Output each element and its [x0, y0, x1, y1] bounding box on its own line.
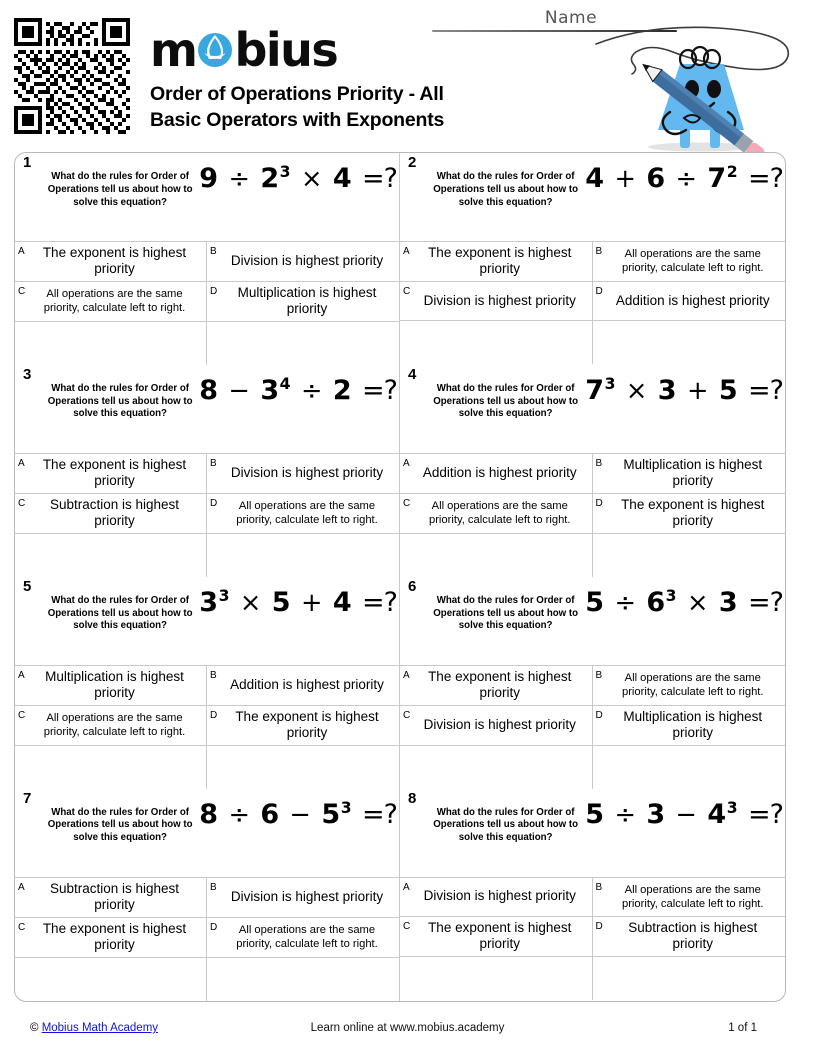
work-space-left[interactable] [400, 534, 593, 577]
answer-option-b[interactable] [593, 878, 786, 916]
answer-text: All operations are the same priority, calculate left to right. [621, 672, 764, 699]
answer-option-a[interactable] [15, 454, 207, 493]
answer-letter: D [210, 709, 218, 721]
logo-text-m: m [150, 23, 197, 77]
answer-letter: B [595, 246, 603, 257]
question-number: 6 [408, 577, 417, 595]
question-card [15, 577, 400, 789]
answer-letter: C [18, 497, 26, 509]
answer-option-b[interactable] [593, 242, 786, 281]
answer-options [15, 877, 399, 1001]
answer-work-row [15, 534, 399, 577]
logo-swoosh-icon [196, 31, 234, 69]
work-space-right[interactable] [207, 958, 399, 1001]
answer-options [400, 241, 785, 364]
answer-text: The exponent is highest priority [428, 245, 572, 277]
question-header [15, 153, 399, 241]
answer-text: Division is highest priority [423, 888, 576, 904]
work-space-left[interactable] [400, 746, 593, 789]
answer-text: Multiplication is highest priority [45, 668, 184, 701]
answer-text: The exponent is highest priority [428, 919, 572, 952]
answer-option-c[interactable] [15, 918, 207, 957]
answer-letter: D [210, 921, 218, 933]
question-equation: $8 - 3^4 \div 2$ =? [199, 373, 397, 406]
questions-table [14, 152, 786, 1002]
answer-option-c[interactable] [15, 706, 207, 745]
question-header [400, 153, 785, 241]
answer-option-b[interactable] [207, 242, 399, 281]
page-header [0, 0, 815, 150]
work-space-left[interactable] [400, 321, 593, 364]
answer-letter: D [595, 709, 603, 721]
answer-option-c[interactable] [400, 917, 593, 956]
answer-text: All operations are the same priority, calculate left to right. [43, 288, 186, 315]
answer-letter: B [210, 881, 217, 893]
answer-row [15, 282, 399, 322]
answer-text: All operations are the same priority, calculate left to right. [428, 500, 571, 527]
question-number: 4 [408, 365, 417, 383]
question-equation: $4 + 6 \div 7^2$ =? [585, 162, 783, 194]
answer-letter: B [595, 669, 603, 681]
work-space-right[interactable] [207, 322, 399, 365]
answer-text: The exponent is highest priority [42, 920, 187, 953]
work-space-left[interactable] [15, 534, 207, 577]
work-space-left[interactable] [15, 958, 207, 1001]
answer-option-b[interactable] [593, 454, 786, 493]
answer-letter: C [403, 709, 411, 721]
question-prompt: What do the rules for Order of Operations tell us about how to solve this equation? [47, 806, 193, 844]
answer-option-d[interactable] [593, 706, 786, 745]
question-number: 7 [23, 789, 32, 807]
answer-row [400, 878, 785, 917]
answer-letter: B [595, 457, 603, 469]
answer-options [400, 453, 785, 577]
answer-text: Multiplication is highest priority [623, 456, 763, 489]
answer-work-row [15, 322, 399, 365]
answer-text: Division is highest priority [230, 253, 384, 269]
question-equation: $9 \div 2^3 \times 4$ =? [199, 162, 397, 194]
answer-text: The exponent is highest priority [621, 496, 765, 529]
question-card [400, 577, 785, 789]
answer-option-d[interactable] [207, 282, 399, 321]
work-space-right[interactable] [207, 534, 399, 577]
answer-letter: A [403, 457, 410, 469]
answer-option-a[interactable] [15, 878, 207, 917]
answer-row [400, 242, 785, 282]
footer-page-number: 1 of 1 [728, 1022, 757, 1034]
work-space-right[interactable] [593, 534, 786, 577]
answer-letter: B [210, 457, 217, 469]
answer-text: The exponent is highest priority [42, 245, 187, 277]
answer-row [400, 494, 785, 534]
answer-text: All operations are the same priority, calculate left to right. [43, 712, 186, 739]
work-space-right[interactable] [593, 957, 786, 1000]
answer-letter: D [595, 497, 603, 509]
question-number: 5 [23, 577, 32, 595]
answer-letter: D [595, 285, 603, 297]
answer-option-a[interactable] [15, 242, 207, 281]
answer-options [15, 453, 399, 577]
answer-work-row [400, 746, 785, 789]
question-row [15, 789, 785, 1001]
answer-letter: B [210, 246, 217, 257]
answer-letter: A [18, 669, 25, 681]
answer-text: The exponent is highest priority [42, 456, 187, 489]
question-prompt: What do the rules for Order of Operations tell us about how to solve this equation? [47, 594, 193, 632]
answer-letter: B [210, 669, 217, 681]
answer-options [15, 665, 399, 789]
question-header [15, 577, 399, 665]
answer-option-b[interactable] [207, 878, 399, 917]
answer-letter: C [18, 921, 26, 933]
answer-option-a[interactable] [400, 666, 593, 705]
name-label: Name [544, 8, 598, 28]
answer-option-c[interactable] [15, 282, 207, 321]
question-equation: $5 \div 6^3 \times 3$ =? [585, 585, 783, 618]
answer-option-c[interactable] [15, 494, 207, 533]
question-header [400, 577, 785, 665]
answer-text: Addition is highest priority [422, 465, 577, 481]
question-number: 8 [408, 789, 417, 807]
answer-letter: B [595, 881, 603, 893]
question-card [15, 153, 400, 365]
answer-text: Subtraction is highest priority [628, 919, 758, 952]
question-number: 3 [23, 365, 32, 383]
answer-options [400, 877, 785, 1000]
mascot-illustration [588, 8, 808, 153]
answer-letter: D [210, 285, 218, 297]
answer-text: All operations are the same priority, calculate left to right. [621, 883, 764, 910]
answer-letter: C [403, 285, 411, 297]
work-space-right[interactable] [593, 321, 786, 364]
answer-row [400, 454, 785, 494]
answer-text: Addition is highest priority [615, 292, 770, 308]
answer-letter: C [18, 285, 26, 297]
question-prompt: What do the rules for Order of Operations tell us about how to solve this equation? [433, 594, 579, 632]
answer-option-b[interactable] [593, 666, 786, 705]
answer-row [15, 242, 399, 282]
question-header [15, 365, 399, 453]
answer-text: All operations are the same priority, calculate left to right. [236, 924, 378, 951]
answer-letter: A [403, 246, 410, 257]
answer-option-c[interactable] [400, 282, 593, 320]
qr-code-icon[interactable] [14, 18, 130, 134]
answer-text: Division is highest priority [230, 465, 384, 481]
answer-letter: A [403, 669, 410, 681]
answer-option-d[interactable] [593, 494, 786, 533]
question-equation: $7^3 \times 3 + 5$ =? [585, 373, 783, 406]
answer-letter: C [403, 920, 411, 932]
answer-text: Multiplication is highest priority [623, 708, 763, 741]
question-card [400, 789, 785, 1001]
answer-text: Division is highest priority [423, 716, 576, 732]
work-space-right[interactable] [593, 746, 786, 789]
answer-option-d[interactable] [593, 282, 786, 320]
question-prompt: What do the rules for Order of Operations tell us about how to solve this equation? [47, 382, 193, 420]
answer-row [15, 706, 399, 746]
answer-option-c[interactable] [400, 494, 593, 533]
answer-row [400, 706, 785, 746]
question-row [15, 365, 785, 577]
answer-text: All operations are the same priority, calculate left to right. [236, 500, 378, 527]
answer-option-d[interactable] [207, 918, 399, 957]
work-space-left[interactable] [15, 746, 207, 789]
answer-letter: D [210, 497, 218, 509]
answer-row [15, 878, 399, 918]
answer-text: Subtraction is highest priority [49, 496, 180, 529]
page-footer [0, 1022, 815, 1042]
answer-work-row [400, 957, 785, 1000]
question-prompt: What do the rules for Order of Operations tell us about how to solve this equation? [433, 382, 579, 420]
work-space-right[interactable] [207, 746, 399, 789]
answer-letter: A [403, 881, 410, 893]
question-header [15, 789, 399, 877]
question-card [15, 365, 400, 577]
answer-text: Subtraction is highest priority [49, 880, 180, 913]
answer-option-a[interactable] [400, 454, 593, 493]
question-card [400, 153, 785, 365]
answer-option-c[interactable] [400, 706, 593, 745]
answer-text: All operations are the same priority, calculate left to right. [621, 248, 764, 275]
answer-text: The exponent is highest priority [428, 668, 572, 701]
brand-block [150, 24, 450, 133]
question-prompt: What do the rules for Order of Operations tell us about how to solve this equation? [433, 171, 579, 208]
answer-text: The exponent is highest priority [235, 708, 379, 741]
answer-option-a[interactable] [400, 242, 593, 281]
work-space-left[interactable] [15, 322, 207, 365]
answer-row [15, 666, 399, 706]
answer-letter: A [18, 457, 25, 469]
answer-text: Multiplication is highest priority [237, 284, 377, 317]
footer-learn-online: Learn online at www.mobius.academy [310, 1022, 505, 1034]
answer-option-a[interactable] [15, 666, 207, 705]
answer-row [400, 282, 785, 321]
question-number: 1 [23, 154, 32, 171]
answer-letter: A [18, 881, 25, 893]
answer-work-row [15, 958, 399, 1001]
question-row [15, 577, 785, 789]
answer-option-d[interactable] [207, 706, 399, 745]
answer-text: Division is highest priority [423, 292, 576, 308]
answer-work-row [400, 534, 785, 577]
question-header [400, 789, 785, 877]
answer-options [15, 241, 399, 365]
mobius-math-academy-link[interactable]: Mobius Math Academy [41, 1022, 159, 1034]
answer-text: Addition is highest priority [230, 676, 384, 692]
answer-option-d[interactable] [593, 917, 786, 956]
question-prompt: What do the rules for Order of Operations tell us about how to solve this equation? [433, 806, 579, 844]
answer-row [15, 918, 399, 958]
logo-text-bius: bius [234, 23, 338, 77]
answer-row [400, 666, 785, 706]
answer-text: Division is highest priority [230, 888, 384, 904]
answer-row [15, 454, 399, 494]
question-equation: $5 \div 3 - 4^3$ =? [585, 797, 783, 830]
answer-row [15, 494, 399, 534]
question-card [15, 789, 400, 1001]
page-title: Order of Operations Priority - All Basic Operators with Exponents [150, 83, 445, 131]
copyright-symbol: © [30, 1022, 39, 1034]
question-equation: $8 \div 6 - 5^3$ =? [199, 797, 397, 830]
question-equation: $3^3 \times 5 + 4$ =? [199, 585, 397, 618]
answer-letter: D [595, 920, 603, 932]
answer-letter: C [18, 709, 26, 721]
answer-options [400, 665, 785, 789]
answer-option-b[interactable] [207, 454, 399, 493]
answer-row [400, 917, 785, 957]
question-row [15, 153, 785, 365]
question-prompt: What do the rules for Order of Operations tell us about how to solve this equation? [47, 171, 193, 208]
question-card [400, 365, 785, 577]
answer-option-d[interactable] [207, 494, 399, 533]
answer-letter: C [403, 497, 411, 509]
work-space-left[interactable] [400, 957, 593, 1000]
mobius-logo [150, 24, 450, 76]
answer-option-a[interactable] [400, 878, 593, 916]
answer-work-row [15, 746, 399, 789]
answer-letter: A [18, 246, 25, 257]
answer-work-row [400, 321, 785, 364]
answer-option-b[interactable] [207, 666, 399, 705]
question-number: 2 [408, 154, 417, 171]
question-header [400, 365, 785, 453]
